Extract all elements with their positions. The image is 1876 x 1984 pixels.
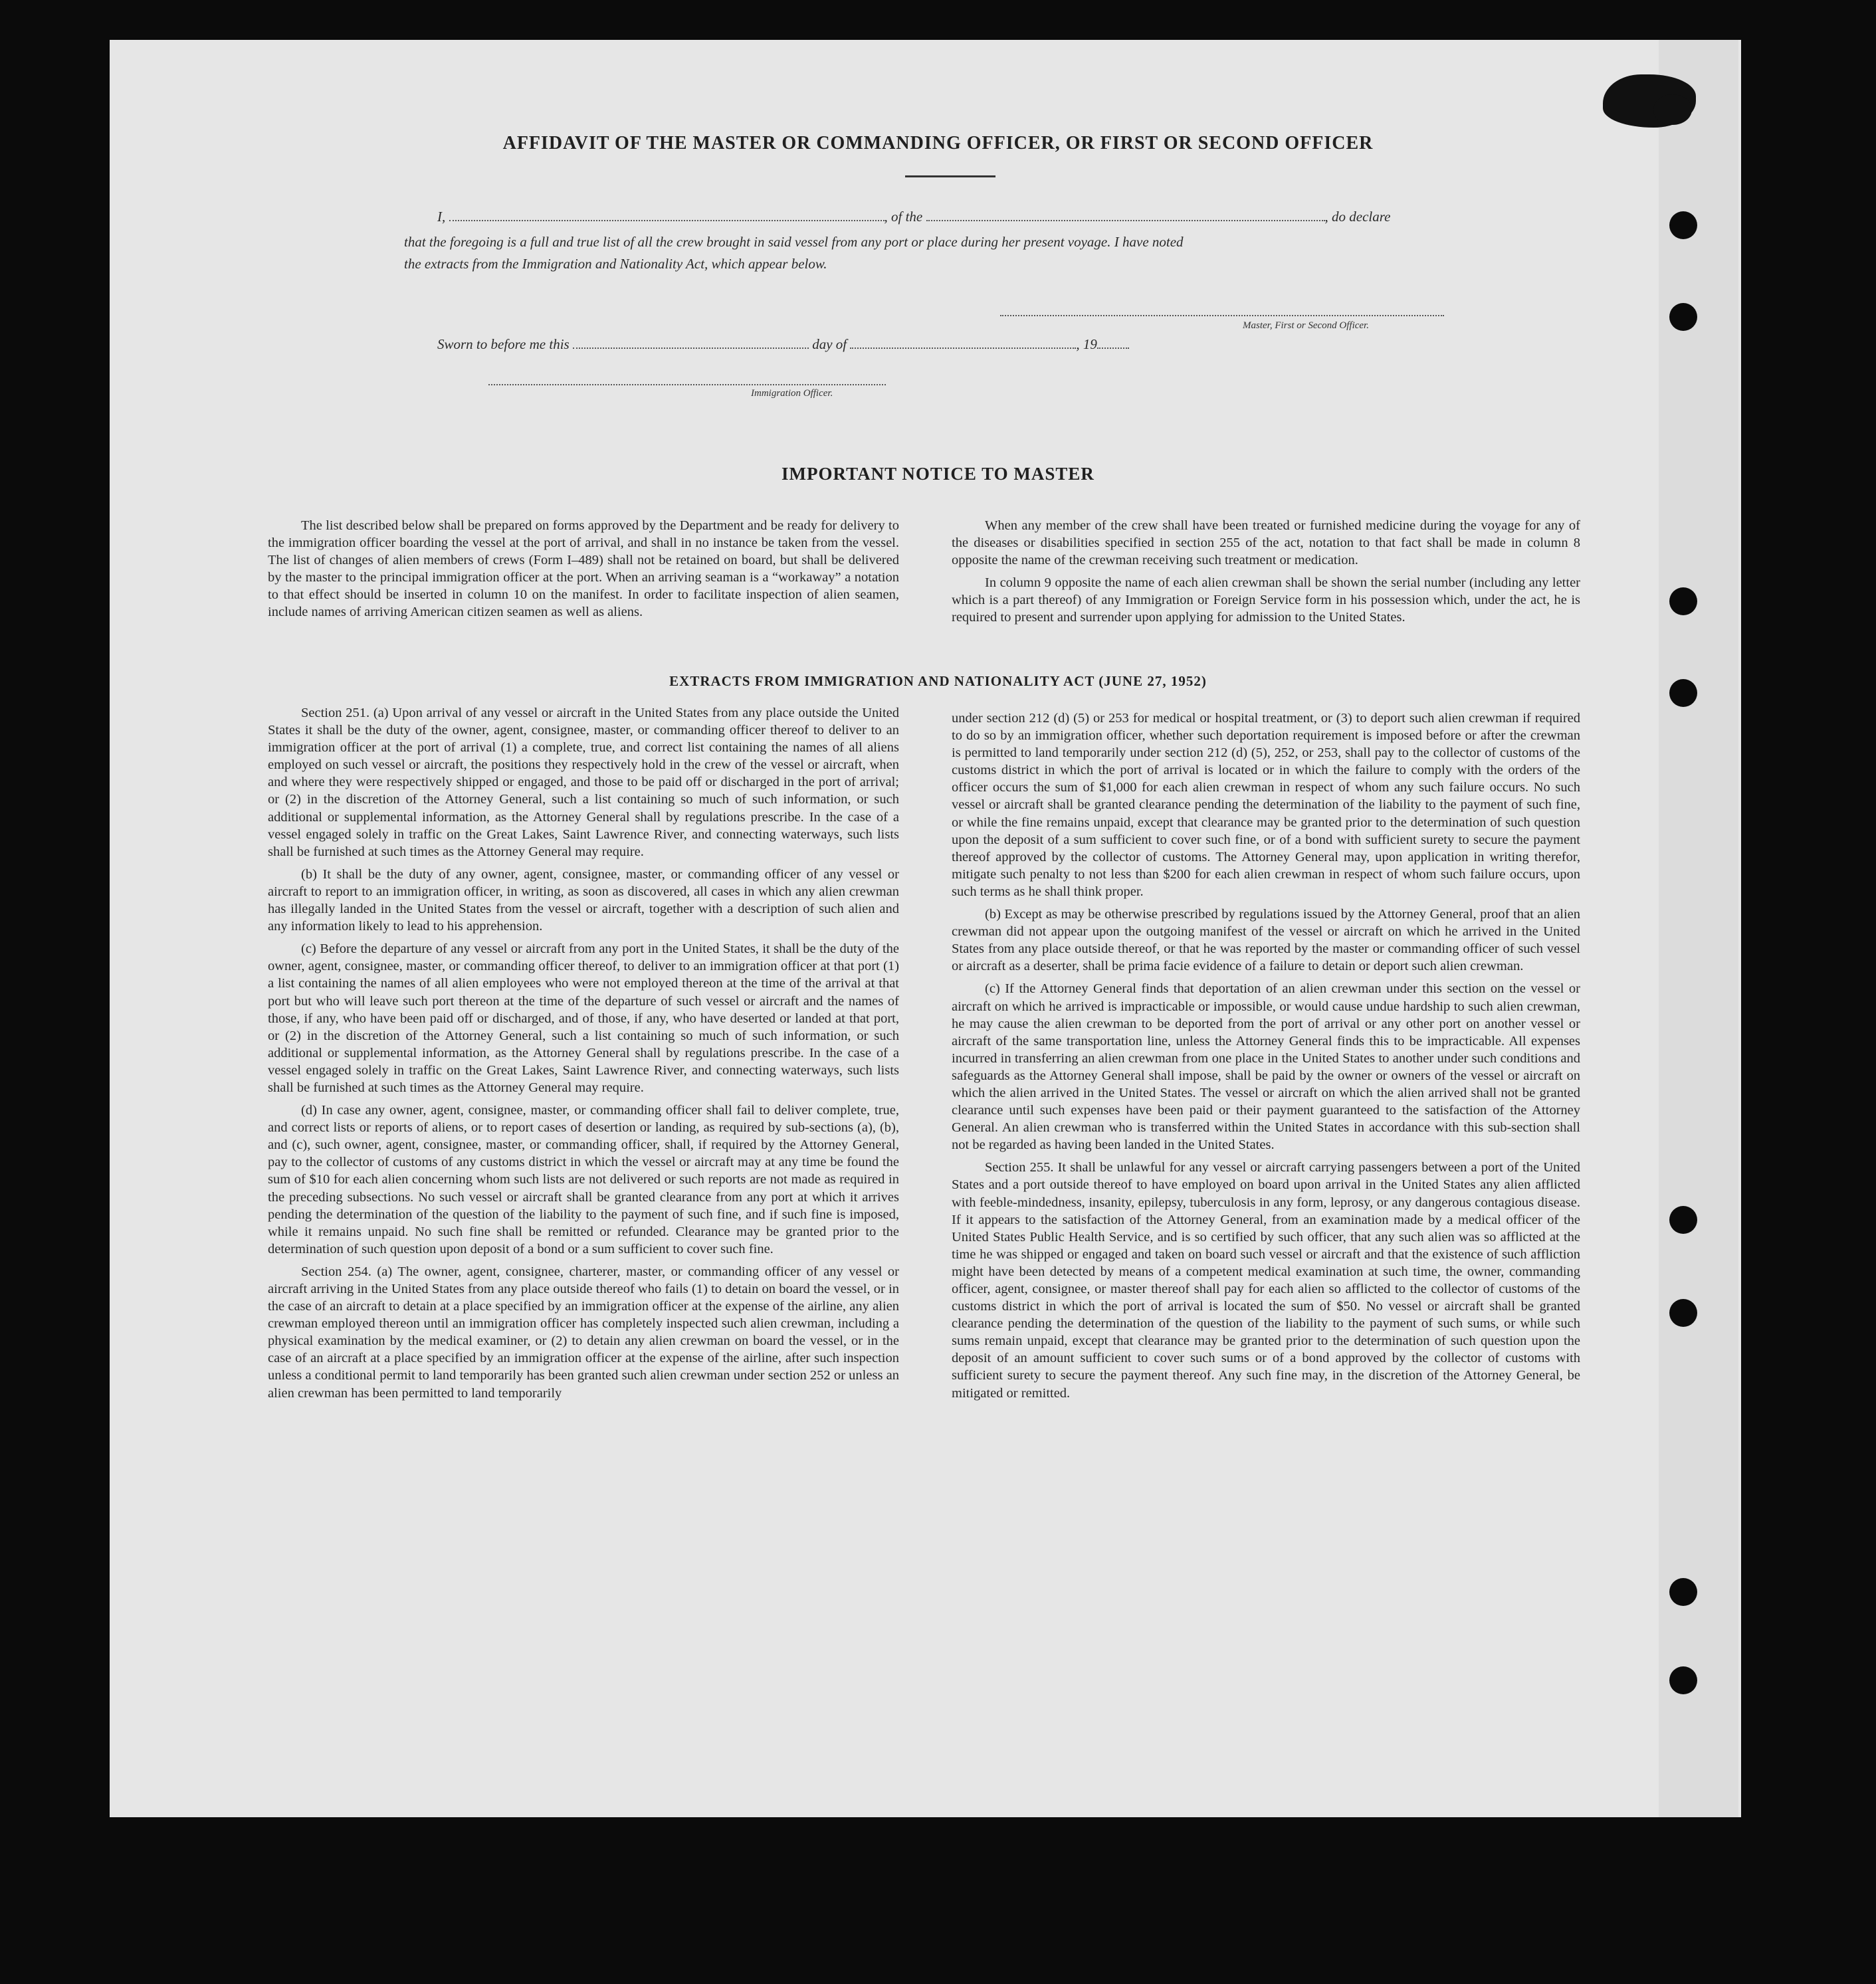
act-section-251c: (c) Before the departure of any vessel or aircraft from any port in the United States, it shall be the duty of the owner, agent, consignee, master, or commanding officer thereof, to deliver to an immigration officer at that port (1) a list containing the names of all alien employees who were not employed thereon at the time of the arrival at that port but who will leave such port thereon at the time of the departure of such vessel or aircraft and the names of those, if any, who have been paid off or discharged, and of those, if any, who have deserted or landed at that port, or (2) in the discretion of the Attorney General, such a list containing so much of such information, or such additional or supplemental information, as the Attorney General shall by regulations prescribe. In the case of a vessel engaged solely in traffic on the Great Lakes, Saint Lawrence River, and connecting waterways, such lists shall be furnished at such times as the Attorney General may require.: [268, 942, 899, 1095]
act-section-251a: Section 251. (a) Upon arrival of any vessel or aircraft in the United States from any place outside the United States it shall be the duty of the owner, agent, consignee, master, or commanding officer thereof to deliver to an immigration officer at the port of arrival (1) a complete, true, and correct list containing the names of all aliens employed on such vessel or aircraft, the positions they respectively hold in the crew of the vessel or aircraft, when and where they were respectively shipped or engaged, and those to be paid off or discharged in the port of arrival; or (2) in the discretion of the Attorney General, such a list containing so much of such information, or such additional or supplemental information, as the Attorney General shall by regulations prescribe. In the case of a vessel engaged solely in traffic on the Great Lakes, Saint Lawrence River, and connecting waterways, such lists shall be furnished at such times as the Attorney General may require.: [268, 706, 899, 859]
sworn-text: day of: [812, 336, 847, 352]
ink-blot: [1653, 94, 1692, 125]
declaration-line-1: [437, 209, 1390, 225]
notice-title: IMPORTANT NOTICE TO MASTER: [782, 464, 1094, 484]
master-signature-line[interactable]: [1000, 315, 1444, 316]
act-section-251d: (d) In case any owner, agent, consignee, master, or commanding officer shall fail to deliver complete, true, and correct lists or reports of aliens, or to report cases of desertion or landing, as required by sub-sections (a), (b), and (c), such owner, agent, consignee, master, or commanding officer, shall, if required by the Attorney General, pay to the collector of customs of any customs district in which the vessel or aircraft may at any time be found the sum of $10 for each alien concerning whom such lists are not delivered or such reports are not made as required in the preceding subsections. No such vessel or aircraft shall be granted clearance from any port at which it arrives pending the determination of the question of the liability to the payment of such fine, and if such fine is imposed, while it remains unpaid. No such fine shall be remitted or refunded. Clearance may be granted prior to the determination of such question upon deposit of a bond or a sum sufficient to cover such fine.: [268, 1103, 899, 1256]
extracts-left-column: [268, 704, 899, 1615]
act-section-254a-continued: under section 212 (d) (5) or 253 for medical or hospital treatment, or (3) to deport such alien crewman if required to do so by an immigration officer, whether such deportation requirement is imposed before or after the crewman is permitted to land temporarily under section 212 (d) (5), 252, or 253, shall pay to the collector of customs of the customs district in which the port of arrival is located or in which the failure to comply with the orders of the officer occurs the sum of $1,000 for each alien crewman in respect of whom any such failure occurs. No such vessel or aircraft shall be granted clearance pending the determination of the liability to the payment of such fine, or while the fine remains unpaid, except that clearance may be granted prior to the determination of such question upon the deposit of a sum sufficient to cover such fine, or of a bond with sufficient surety to secure the payment thereof approved by the collector of customs. The Attorney General may, upon application in writing therefor, mitigate such penalty to not less than $200 for each alien crewman in respect of whom such failure occurs, upon such terms as he shall think proper.: [952, 711, 1580, 899]
affidavit-title: AFFIDAVIT OF THE MASTER OR COMMANDING OFFICER, OR FIRST OR SECOND OFFICER: [502, 133, 1374, 153]
title-divider: [905, 175, 995, 177]
act-section-255: Section 255. It shall be unlawful for any vessel or aircraft carrying passengers between a port of the United States and a port outside thereof to have employed on board upon arrival in the United States any alien afflicted with feeble-mindedness, insanity, epilepsy, tuberculosis in any form, leprosy, or any dangerous contagious disease. If it appears to the satisfaction of the Attorney General, from an examination made by a medical officer of the United States Public Health Service, and is so certified by such officer, that any such alien was so afflicted at the time he was shipped or engaged and taken on board such vessel or aircraft and that the existence of such affliction might have been detected by means of a competent medical examination at such time, the owner, commanding officer, agent, consignee, or master thereof shall pay for each alien so afflicted to the collector of customs of the customs district in which the port of arrival is located the sum of $50. No vessel or aircraft shall be granted clearance pending the determination of the question of the liability to the payment of such sums, or while such sums remain unpaid, except that clearance may be granted prior to the determination of such question upon the deposit of an amount sufficient to cover such sums or of a bond approved by the collector of customs with sufficient surety to secure the payment thereof. Any such fine may, in the discretion of the Attorney General, be mitigated or remitted.: [952, 1160, 1580, 1401]
sworn-day-blank[interactable]: [573, 337, 809, 349]
act-section-254a: Section 254. (a) The owner, agent, consignee, charterer, master, or commanding officer of any vessel or aircraft arriving in the United States from any place outside thereof who fails (1) to detain on board the vessel, or in the case of an aircraft to detain at a place specified by an immigration officer at the expense of the airline, any alien crewman employed thereon until an immigration officer has completely inspected such alien crewman, including a physical examination by the medical examiner, or (2) to detain any alien crewman on board the vessel, or in the case of an aircraft at a place specified by an immigration officer at the expense of the airline, after such inspection unless a conditional permit to land temporarily has been granted such alien crewman under section 252 or unless an alien crewman has been permitted to land temporarily: [268, 1264, 899, 1401]
officer-signature-line[interactable]: [488, 384, 886, 385]
punch-hole: [1669, 303, 1697, 331]
notice-paragraph: The list described below shall be prepared on forms approved by the Department and be ready for delivery to the immigration officer boarding the vessel at the port of arrival, and shall in no instance be taken from the vessel. The list of changes of alien members of crews (Form I–489) shall not be retained on board, but shall be delivered by the master to the principal immigration officer at the port. When an arriving seaman is a “workaway” a notation to that effect should be inserted in column 10 on the manifest. In order to facilitate inspection of alien seamen, include names of arriving American citizen seamen as well as aliens.: [268, 518, 899, 620]
punch-hole: [1669, 1578, 1697, 1606]
sworn-month-blank[interactable]: [850, 337, 1076, 349]
declaration-text: I,: [437, 209, 446, 225]
extracts-right-column: [952, 710, 1580, 1620]
officer-signature-label: Immigration Officer.: [751, 388, 833, 399]
notice-right-column: [952, 517, 1580, 664]
declaration-line-2: that the foregoing is a full and true list of all the crew brought in said vessel from any port or place during her present voyage. I have noted: [404, 234, 1184, 250]
name-blank[interactable]: [449, 209, 885, 221]
punch-hole: [1669, 1206, 1697, 1234]
punch-hole: [1669, 1299, 1697, 1327]
act-section-251b: (b) It shall be the duty of any owner, agent, consignee, master, or commanding officer of any vessel or aircraft to report to an immigration officer, in writing, as soon as discovered, all cases in which any alien crewman has illegally landed in the United States from the vessel or aircraft, together with a description of such alien and any information likely to lead to his apprehension.: [268, 866, 899, 934]
declaration-text: , of the: [884, 209, 923, 225]
sworn-text: , 19: [1076, 336, 1097, 352]
binder-edge: [1659, 40, 1738, 1817]
sworn-year-blank[interactable]: [1097, 337, 1129, 349]
sworn-text: Sworn to before me this: [437, 336, 570, 352]
master-signature-label: Master, First or Second Officer.: [1243, 320, 1369, 331]
vessel-blank[interactable]: [926, 209, 1325, 221]
punch-hole: [1669, 211, 1697, 239]
notice-left-column: [268, 517, 899, 656]
act-section-254c: (c) If the Attorney General finds that deportation of an alien crewman under this section on the vessel or aircraft on which he arrived is impracticable or impossible, or would cause undue hardship to such alien crewman, he may cause the alien crewman to be deported from the port of arrival or any other port on another vessel or aircraft of the same transportation line, unless the Attorney General finds this to be impracticable. All expenses incurred in transferring an alien crewman from one place in the United States to another under such conditions and safeguards as the Attorney General shall impose, shall be paid by the owner or owners of the vessel or aircraft on which the alien arrived in the United States. The vessel or aircraft on which the alien arrived shall not be granted clearance until such expenses have been paid or their payment guaranteed to the satisfaction of the Attorney General. An alien crewman who is transferred within the United States in accordance with this sub-section shall not be regarded as having been landed in the United States.: [952, 981, 1580, 1153]
notice-paragraph: In column 9 opposite the name of each alien crewman shall be shown the serial number (including any letter which is a part thereof) of any Immigration or Foreign Service form in his possession which, under the act, he is required to present and surrender upon applying for admission to the United States.: [952, 575, 1580, 625]
extracts-title: EXTRACTS FROM IMMIGRATION AND NATIONALITY ACT (JUNE 27, 1952): [669, 673, 1207, 689]
act-section-254b: (b) Except as may be otherwise prescribed by regulations issued by the Attorney General, proof that an alien crewman did not appear upon the outgoing manifest of the vessel or aircraft on which he arrived in the United States from any place outside thereof, or that he was reported by the master or commanding officer of such vessel or aircraft as a deserter, shall be prima facie evidence of a failure to detain or deport such alien crewman.: [952, 907, 1580, 974]
punch-hole: [1669, 1666, 1697, 1694]
notice-paragraph: When any member of the crew shall have been treated or furnished medicine during the voyage for any of the diseases or disabilities specified in section 255 of the act, notation to that fact shall be made in column 8 opposite the name of the crewman receiving such treatment or medication.: [952, 518, 1580, 568]
declaration-text: , do declare: [1324, 209, 1391, 225]
declaration-line-3: the extracts from the Immigration and Nationality Act, which appear below.: [404, 256, 827, 272]
punch-hole: [1669, 587, 1697, 615]
sworn-line: [437, 336, 1129, 353]
